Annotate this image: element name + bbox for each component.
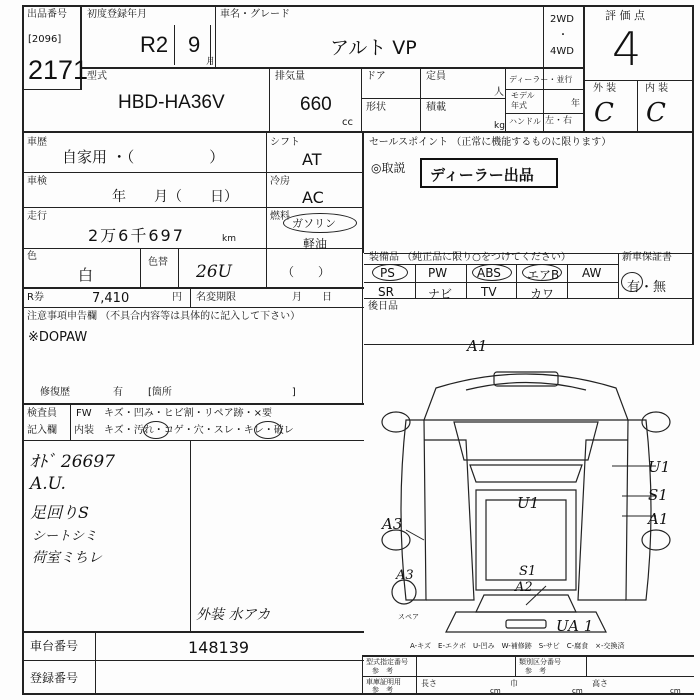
inspector-label-1: 検査員 [27, 408, 57, 419]
warranty-circle [621, 272, 643, 292]
inspector-label-2: 記入欄 [27, 425, 57, 436]
handwritten-seat-stain: シートシミ [32, 529, 98, 544]
handle-options: 左・右 [545, 116, 573, 126]
equipment-ps-circle [372, 264, 408, 281]
name-change-label: 名変期限 [196, 292, 236, 303]
diagram-ua1-bottom: UA 1 [556, 617, 594, 635]
equipment-sr: SR [378, 285, 394, 299]
inspector-fw-items: キズ・凹み・ヒビ割・リペア跡・×要 [104, 408, 272, 419]
color-no-label: 色替 [148, 257, 168, 268]
dealer-import-label: ディーラー・並行 [509, 75, 573, 84]
color-label: 色 [27, 251, 37, 262]
drive-2wd: 2WD [550, 14, 574, 25]
model-value: HBD-HA36V [118, 92, 225, 113]
mileage-unit: km [222, 234, 236, 244]
diagram-a2-rear: A2 [515, 580, 533, 595]
fuel-gasoline: ガソリン [292, 217, 336, 230]
equipment-tv: TV [481, 285, 497, 299]
model-label: 型式 [87, 71, 107, 82]
inspector-interior: 内装 [74, 425, 94, 436]
inspection-value: 年 月（ 日） [112, 189, 238, 205]
name-change-value: 月 日 [292, 292, 332, 303]
diagram-spare-label: スペア [398, 613, 419, 621]
equipment-abs: ABS [477, 266, 501, 280]
inspector-interior-items: キズ・汚れ・コゲ・穴・スレ・キレ・破レ [104, 425, 294, 436]
handwritten-odometer: ｵﾄﾞ 26697 [30, 452, 115, 472]
exterior-grade-label: 外 装 [593, 83, 617, 94]
load-label: 積載 [426, 102, 446, 113]
model-year-label-1: モデル [511, 91, 535, 100]
diagram-s1-right: S1 [648, 486, 668, 504]
drive-4wd: 4WD [550, 46, 574, 57]
lot-number-label: 出品番号 [27, 9, 67, 20]
handle-label: ハンドル [509, 117, 541, 126]
length-label: 長さ [421, 679, 437, 688]
history-label: 車歴 [27, 137, 47, 148]
repair-history-label: 修復歴 [40, 387, 70, 398]
height-unit: cm [670, 687, 681, 695]
ac-value: AC [302, 188, 324, 207]
equipment-label: 装備品 （純正品に限り○をつけてください） [369, 252, 571, 263]
capacity-label: 定員 [426, 71, 446, 82]
handwritten-au: A.U. [30, 474, 66, 494]
warranty-label: 新車保証書 [622, 252, 672, 263]
car-name: アルト VP [330, 37, 417, 59]
registration-month: 9 [188, 32, 201, 57]
ac-label: 冷房 [270, 176, 290, 187]
exterior-grade-value: C [594, 98, 614, 128]
interior-grade-label: 内 装 [645, 83, 669, 94]
rear-items-label: 後日品 [368, 301, 398, 312]
equipment-aw: AW [582, 266, 602, 280]
color-code: 26U [196, 262, 232, 282]
chassis-number: 148139 [188, 638, 250, 657]
model-year-unit: 年 [571, 99, 581, 109]
sales-point-label: セールスポイント （正常に機能するものに限ります） [369, 137, 612, 148]
manual-label: ◎取説 [371, 161, 406, 175]
handwritten-exterior-note: 外装 水アカ [196, 607, 271, 623]
registration-month-unit: 月 [206, 57, 216, 67]
diagram-a3-spare: A3 [396, 568, 414, 583]
damage-legend: A-キズ E-エクボ U-凹み W-補修跡 S-サビ C-腐食 ×-交換済 [410, 642, 625, 650]
mileage-label: 走行 [27, 211, 47, 222]
capacity-unit: 人 [494, 87, 504, 98]
registration-number-label: 登録番号 [30, 671, 79, 685]
fuel-diesel: 軽油 [303, 237, 328, 251]
drive-dot: ・ [558, 30, 568, 41]
fuel-label: 燃料 [270, 211, 290, 222]
wear-circle [254, 421, 282, 439]
warranty-value: 有・無 [627, 280, 667, 295]
inspector-fw: FW [76, 408, 92, 419]
grade-value: 4 [612, 22, 642, 76]
shift-value: AT [302, 150, 322, 169]
notes-text: ※DOPAW [28, 330, 88, 345]
auction-id: [2096] [28, 34, 62, 45]
history-value: 自家用 ・（ ） [62, 148, 225, 166]
diagram-a1-right: A1 [648, 510, 669, 528]
interior-grade-value: C [646, 98, 666, 128]
model-year-label-2: 年式 [511, 101, 527, 110]
handwritten-suspension: 足回りS [30, 503, 89, 522]
handwritten-cargo: 荷室ミちレ [32, 550, 102, 566]
equipment-pw: PW [428, 266, 448, 280]
recycle-value: 7,410 [92, 291, 130, 306]
displacement-value: 660 [300, 94, 332, 115]
inspection-label: 車検 [27, 176, 47, 187]
repair-history-place: [箇所 ] [148, 387, 296, 398]
grade-label: 評 価 点 [605, 9, 645, 22]
registration-era-year: R2 [140, 32, 169, 57]
diagram-a1-top: A1 [467, 337, 488, 355]
diagram-a3-left: A3 [382, 515, 403, 533]
first-registration-label: 初度登録年月 [87, 9, 147, 20]
shift-label: シフト [270, 137, 300, 148]
car-name-grade-label: 車名・グレード [220, 9, 290, 20]
fuel-other: （ ） [282, 265, 331, 279]
class-number-sub: 参 考 [525, 667, 546, 675]
diagram-u1-right: U1 [648, 458, 671, 476]
garage-cert-label: 車庫証明用 [366, 678, 401, 686]
type-designation-label: 型式指定番号 [366, 658, 408, 666]
equipment-airbag-circle [522, 264, 562, 281]
stain-circle [143, 421, 169, 439]
doors-label: ドア [366, 71, 386, 82]
recycle-unit: 円 [172, 292, 182, 303]
dealer-badge: ディーラー出品 [430, 166, 534, 184]
equipment-abs-circle [472, 264, 512, 281]
height-label: 高さ [592, 679, 608, 688]
width-label: 巾 [510, 679, 518, 688]
lot-number: 2171 [28, 55, 89, 85]
repair-history-value: 有 [113, 387, 123, 398]
equipment-ps: PS [380, 266, 395, 280]
length-unit: cm [490, 687, 501, 695]
recycle-label: R券 [27, 292, 44, 303]
class-number-label: 類別区分番号 [519, 658, 561, 666]
diagram-u1-center: U1 [517, 494, 540, 512]
equipment-leather: カワ [530, 287, 555, 301]
shape-label: 形状 [366, 102, 386, 113]
equipment-navi: ナビ [428, 287, 453, 301]
color-value: 白 [78, 266, 94, 284]
type-designation-sub: 参 考 [372, 667, 393, 675]
load-unit: kg [494, 121, 505, 131]
registration-divider [174, 25, 175, 65]
equipment-airbag: エアB [527, 268, 560, 282]
mileage-value: 2万6千697 [88, 226, 185, 245]
chassis-number-label: 車台番号 [30, 639, 79, 653]
displacement-unit: cc [342, 117, 353, 128]
displacement-label: 排気量 [275, 71, 305, 82]
notes-label: 注意事項申告欄 （不具合内容等は具体的に記入して下さい） [27, 311, 301, 322]
diagram-s1-rear: S1 [519, 564, 537, 579]
width-unit: cm [572, 687, 583, 695]
garage-cert-sub: 参 考 [372, 686, 393, 694]
